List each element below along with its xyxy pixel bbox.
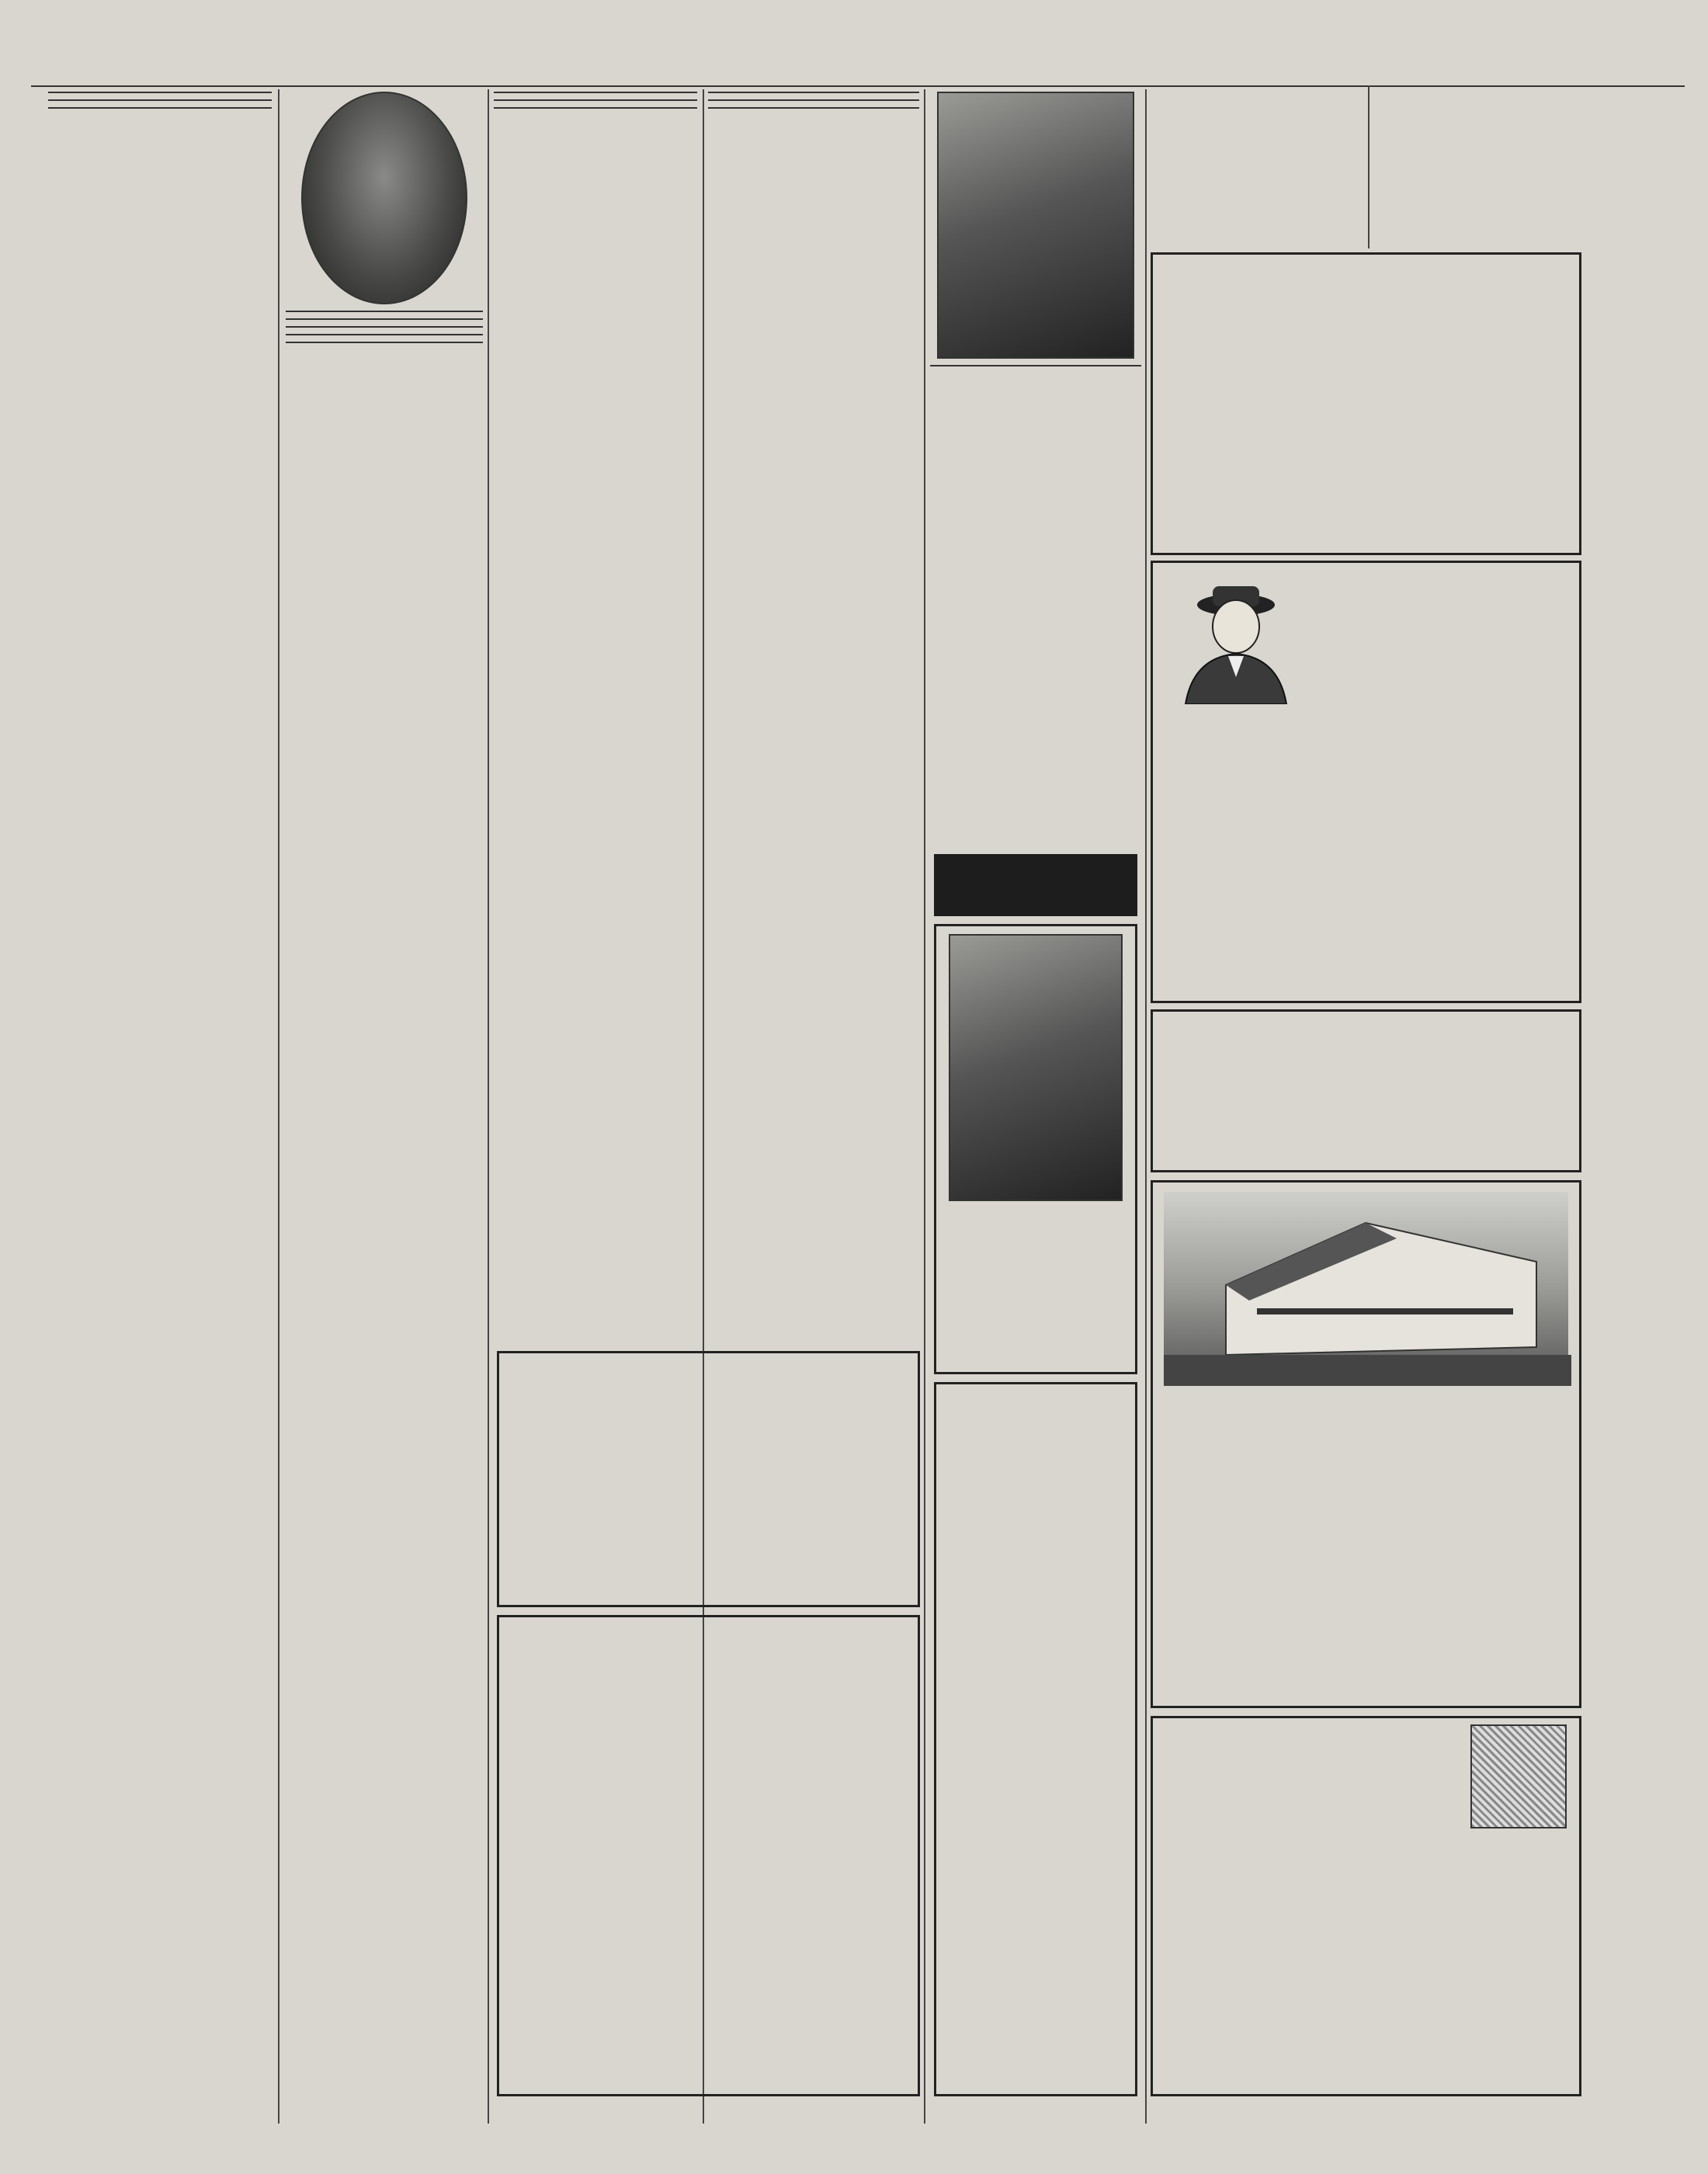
lenora-illustration	[1470, 1724, 1567, 1828]
column-3	[494, 85, 697, 1328]
portrait-jernagin	[301, 92, 467, 304]
column-4	[708, 85, 919, 1335]
ad-class-forming	[497, 1351, 920, 1607]
photo-tom-smith	[949, 934, 1123, 1201]
column-rule	[924, 89, 925, 2124]
price-list-top	[1310, 572, 1562, 704]
masthead	[31, 56, 1685, 87]
ad-patrons	[497, 1615, 920, 2096]
man-illustration	[1170, 572, 1302, 704]
ad-tom-smiths-inn	[934, 924, 1137, 1374]
column-6-text	[1151, 85, 1360, 248]
hotel-photo	[1164, 1192, 1568, 1386]
column-rule	[488, 89, 489, 2124]
ad-peoples-specials	[934, 1382, 1137, 2096]
column-rule	[1145, 89, 1147, 2124]
ad-conservatory	[1151, 1009, 1581, 1172]
ad-clomax	[1151, 252, 1581, 555]
graves-cafe	[1368, 85, 1584, 248]
ad-auto-ignitors	[934, 854, 1137, 916]
column-2	[286, 85, 483, 2112]
column-1	[48, 85, 272, 2112]
column-5	[930, 85, 1141, 854]
hats-body	[1170, 572, 1562, 704]
ad-dont-read-this	[1151, 1716, 1581, 2096]
ad-header	[1165, 1724, 1567, 1828]
photo-mitchell	[937, 92, 1134, 359]
ad-wares-hotel	[1151, 1180, 1581, 1708]
ad-fall-hats	[1151, 561, 1581, 1003]
column-rule	[278, 89, 279, 2124]
